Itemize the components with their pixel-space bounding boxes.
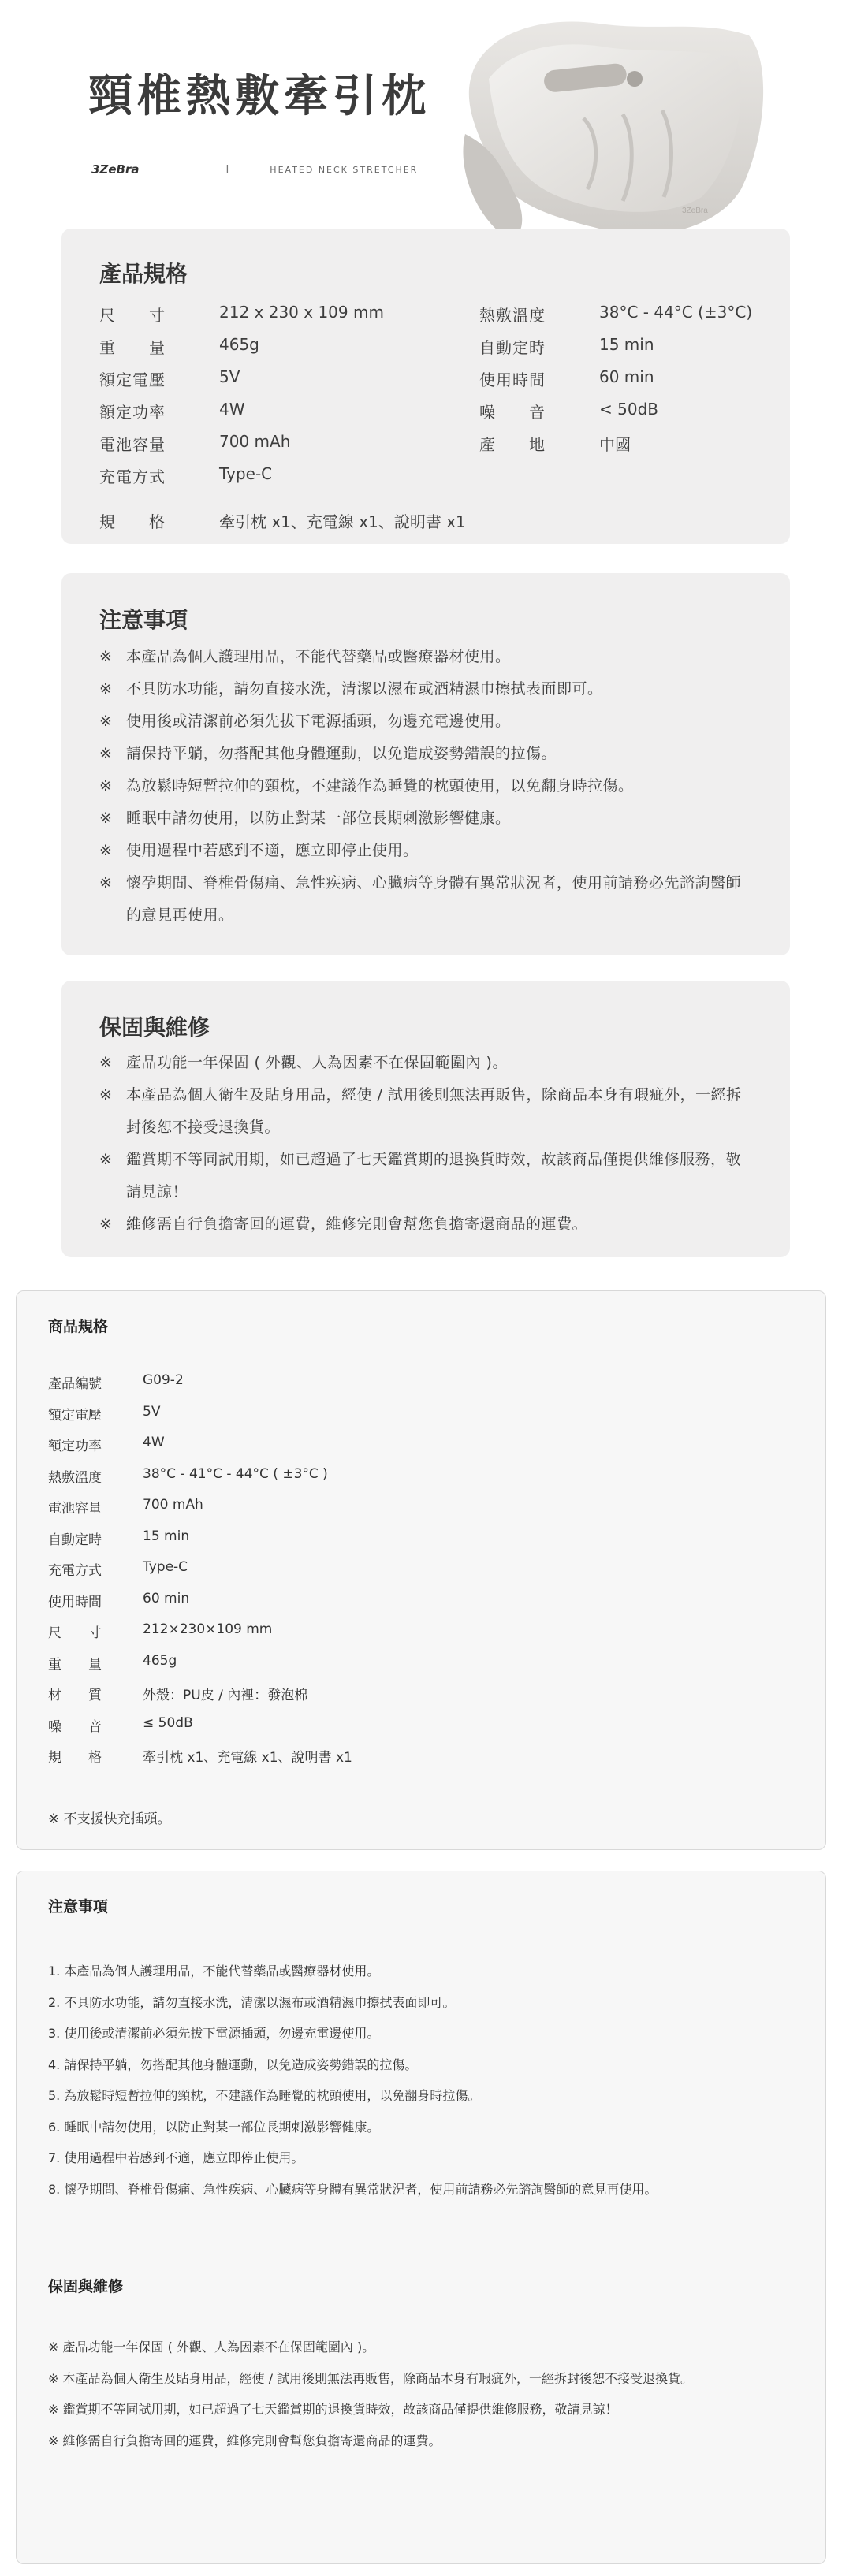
spec-label: 尺 寸 [99,306,166,325]
spec-label: 額定電壓 [99,370,166,389]
warranty-panel-item: ※ 鑑賞期不等同試用期，如已超過了七天鑑賞期的退換貨時效，故該商品僅提供維修服務，敬請見諒！ [48,2402,618,2417]
spec-panel-row [48,1497,203,1517]
spec-value: 中國 [599,435,631,454]
note-text: 為放鬆時短暫拉伸的頸枕，不建議作為睡覺的枕頭使用，以免翻身時拉傷。 [126,777,634,795]
note-mark: ※ [99,842,112,859]
spec-panel-label: 產品編號 [48,1376,102,1392]
spec-panel-value: 15 min [143,1528,190,1544]
spec-value: 15 min [599,335,654,354]
note-text: 請保持平躺，勿搭配其他身體運動，以免造成姿勢錯誤的拉傷。 [126,745,557,762]
spec-value: 60 min [599,367,654,386]
spec-panel-label: 額定電壓 [48,1407,102,1424]
notice-panel-title: 注意事項 [48,1898,109,1915]
brand-separator: I [225,163,229,176]
spec-value: < 50dB [599,400,658,419]
spec-panel-label: 重 量 [48,1656,102,1673]
note-item [99,1144,752,1208]
spec-panel-row [48,1528,189,1548]
spec-value: 5V [219,367,240,386]
notice-panel-item: 2. 不具防水功能，請勿直接水洗，清潔以濕布或酒精濕巾擦拭表面即可。 [48,1994,456,2010]
warranty-panel-list [48,2332,794,2456]
spec-panel-row [48,1684,307,1703]
note-mark: ※ [99,1215,112,1233]
product-image [441,16,773,252]
note-text: 使用後或清潔前必須先拔下電源插頭，勿邊充電邊使用。 [126,713,511,730]
warranty-list [99,1047,752,1241]
note-item [99,1079,752,1144]
notice-panel [16,1871,826,2564]
spec-panel-row [48,1746,352,1766]
spec-panel-row [48,1715,193,1735]
note-mark: ※ [99,713,112,730]
spec-panel-row [48,1372,184,1392]
spec-panel-value: G09-2 [143,1372,184,1388]
spec-panel-row [48,1466,328,1486]
spec-panel-label: 額定功率 [48,1439,102,1454]
note-mark: ※ [99,874,112,892]
warranty-card-title: 保固與維修 [99,1014,210,1040]
note-mark: ※ [99,1054,112,1071]
spec-panel-label: 噪 音 [48,1718,102,1735]
note-item [99,738,752,770]
note-text: 鑑賞期不等同試用期，如已超過了七天鑑賞期的退換貨時效，故該商品僅提供維修服務，敬請見諒！ [126,1151,742,1201]
brand-logo: 3ZeBra [91,162,140,177]
spec-panel-value: 外殼：PU皮 / 內裡：發泡棉 [143,1688,308,1703]
warranty-panel-item: ※ 產品功能一年保固 ( 外觀、人為因素不在保固範圍內 )。 [48,2340,375,2355]
spec-panel-label: 規 格 [48,1750,102,1766]
product-image-logo: 3ZeBra [682,207,708,215]
notice-panel-item: 8. 懷孕期間、脊椎骨傷痛、急性疾病、心臟病等身體有異常狀況者，使用前請務必先諮詢醫師的意見再使用。 [48,2181,658,2197]
note-mark: ※ [99,1151,112,1168]
spec-panel-footnote: ※ 不支援快充插頭。 [48,1811,171,1827]
spec-panel-value: 牽引枕 x1、充電線 x1、說明書 x1 [143,1750,352,1766]
warranty-panel-item: ※ 本產品為個人衛生及貼身用品，經使 / 試用後則無法再販售，除商品本身有瑕疵外，一經拆封後恕不接受退換貨。 [48,2370,694,2386]
notice-panel-item: 6. 睡眠中請勿使用，以防止對某一部位長期刺激影響健康。 [48,2119,380,2135]
product-english-name: HEATED NECK STRETCHER [270,164,419,175]
hero-banner [0,0,842,236]
warranty-panel-item: ※ 維修需自行負擔寄回的運費，維修完則會幫您負擔寄還商品的運費。 [48,2433,441,2448]
note-item [99,1208,752,1241]
spec-panel-value: 60 min [143,1590,190,1606]
spec-panel-value: 5V [143,1403,161,1420]
spec-label: 熱敷溫度 [479,306,546,325]
spec-panel-row [48,1404,160,1424]
spec-label: 使用時間 [479,370,546,389]
warranty-card [61,981,790,1257]
spec-value: 牽引枕 x1、充電線 x1、說明書 x1 [219,512,466,531]
spec-card [61,229,790,544]
spec-label: 自動定時 [479,338,546,357]
note-item [99,705,752,738]
notice-panel-item: 7. 使用過程中若感到不適，應立即停止使用。 [48,2150,304,2165]
note-item [99,673,752,705]
note-mark: ※ [99,777,112,795]
spec-panel-row [48,1559,188,1579]
spec-value: Type-C [219,464,273,483]
spec-value: 700 mAh [219,432,291,451]
spec-panel-value: Type-C [143,1559,188,1575]
note-item [99,1047,752,1079]
spec-label: 電池容量 [99,435,166,454]
note-text: 懷孕期間、脊椎骨傷痛、急性疾病、心臟病等身體有異常狀況者，使用前請務必先諮詢醫師的意見再使用。 [126,874,742,924]
spec-card-title: 產品規格 [99,261,188,287]
spec-panel-value: 38°C - 41°C - 44°C ( ±3°C ) [143,1465,328,1482]
note-item [99,770,752,802]
spec-panel-value: 4W [143,1435,165,1450]
note-text: 本產品為個人衛生及貼身用品，經使 / 試用後則無法再販售，除商品本身有瑕疵外，一經拆封後恕不接受退換貨。 [126,1086,742,1136]
spec-panel-label: 材 質 [48,1688,102,1703]
spec-panel-value: 700 mAh [143,1497,203,1513]
spec-value: 38°C - 44°C (±3°C) [599,303,753,322]
spec-panel-row [48,1653,177,1673]
spec-panel-label: 自動定時 [48,1532,102,1548]
notice-panel-item: 4. 請保持平躺，勿搭配其他身體運動，以免造成姿勢錯誤的拉傷。 [48,2057,418,2072]
spec-label: 充電方式 [99,467,166,486]
spec-label: 產 地 [479,435,546,454]
notice-panel-item: 5. 為放鬆時短暫拉伸的頸枕，不建議作為睡覺的枕頭使用，以免翻身時拉傷。 [48,2088,481,2103]
spec-panel-label: 電池容量 [48,1501,102,1517]
spec-panel-row [48,1435,165,1454]
spec-label: 噪 音 [479,403,546,422]
note-item [99,802,752,835]
notice-panel-list [48,1956,794,2205]
spec-panel-row [48,1621,272,1641]
note-item [99,835,752,867]
notice-card-title: 注意事項 [99,607,188,633]
note-mark: ※ [99,648,112,665]
spec-value: 212 x 230 x 109 mm [219,303,384,322]
note-text: 維修需自行負擔寄回的運費，維修完則會幫您負擔寄還商品的運費。 [126,1215,588,1233]
note-mark: ※ [99,745,112,762]
spec-panel-title: 商品規格 [48,1318,109,1335]
spec-value: 465g [219,335,259,354]
spec-label: 重 量 [99,338,166,357]
note-text: 睡眠中請勿使用，以防止對某一部位長期刺激影響健康。 [126,810,511,827]
note-mark: ※ [99,810,112,827]
note-mark: ※ [99,1086,112,1104]
spec-value: 4W [219,400,245,419]
spec-panel [16,1290,826,1850]
spec-panel-row [48,1591,189,1610]
note-text: 產品功能一年保固 ( 外觀、人為因素不在保固範圍內 )。 [126,1054,508,1071]
note-text: 不具防水功能，請勿直接水洗，清潔以濕布或酒精濕巾擦拭表面即可。 [126,680,603,698]
spec-panel-label: 充電方式 [48,1563,102,1579]
spec-panel-value: ≤ 50dB [143,1714,193,1731]
spec-panel-value: 212×230×109 mm [143,1621,273,1637]
product-title: 頸椎熱敷牽引枕 [88,71,430,122]
note-text: 使用過程中若感到不適，應立即停止使用。 [126,842,419,859]
note-item [99,641,752,673]
spec-panel-value: 465g [143,1652,177,1669]
spec-label: 額定功率 [99,403,166,422]
spec-panel-label: 尺 寸 [48,1625,102,1641]
notice-panel-item: 1. 本產品為個人護理用品，不能代替藥品或醫療器材使用。 [48,1964,380,1979]
note-text: 本產品為個人護理用品，不能代替藥品或醫療器材使用。 [126,648,511,665]
spec-panel-label: 熱敷溫度 [48,1469,102,1486]
brand-line [91,162,418,177]
spec-panel-label: 使用時間 [48,1594,102,1610]
notice-list [99,641,752,932]
warranty-panel-title: 保固與維修 [48,2278,124,2295]
note-mark: ※ [99,680,112,698]
note-item [99,867,752,932]
notice-card [61,573,790,955]
notice-panel-item: 3. 使用後或清潔前必須先拔下電源插頭，勿邊充電邊使用。 [48,2026,380,2041]
spec-label: 規 格 [99,512,166,531]
